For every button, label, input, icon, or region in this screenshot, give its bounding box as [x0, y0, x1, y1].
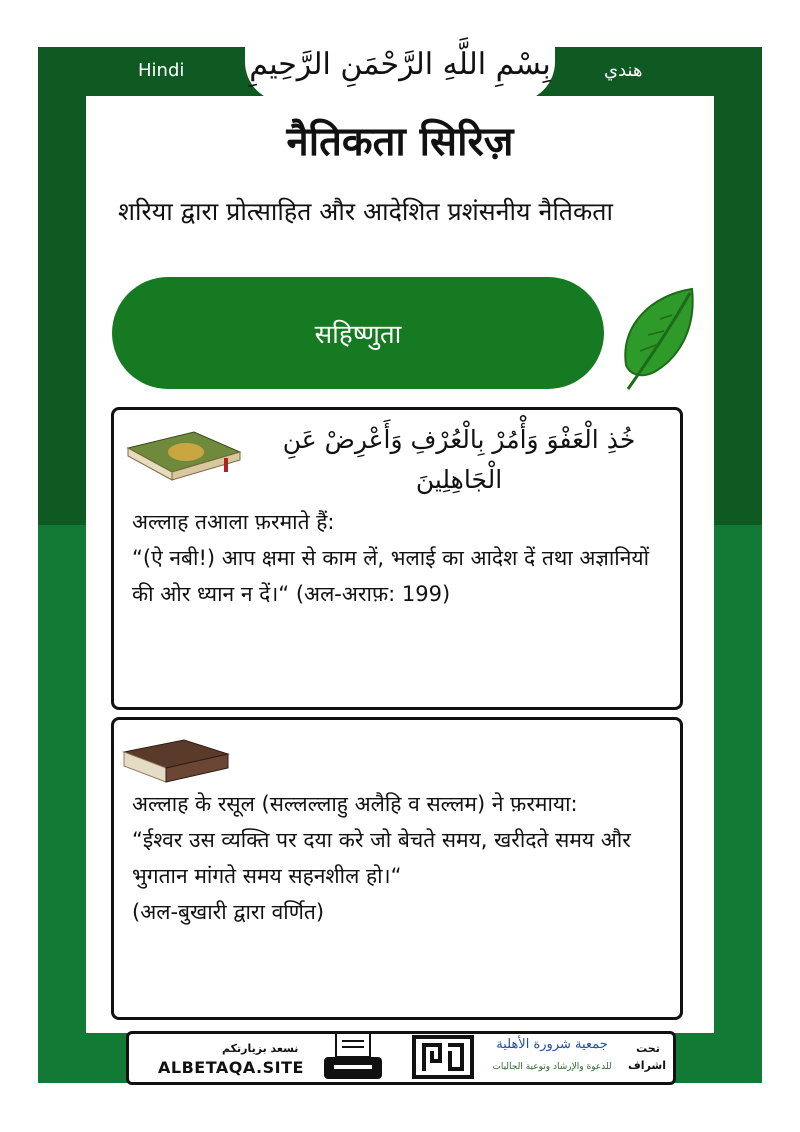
page-title: नैतिकता सिरिज़ — [286, 119, 514, 165]
page-subtitle: शरिया द्वारा प्रोत्साहित और आदेशित प्रशंसनीय नैतिकता — [118, 197, 613, 226]
quran-quote: “(ऐ नबी!) आप क्षमा से काम लें, भलाई का आदेश दें तथा अज्ञानियों की ओर ध्यान न दें।“ (अल-अराफ़: 199) — [132, 546, 650, 606]
quran-verse-arabic: خُذِ الْعَفْوَ وَأْمُرْ بِالْعُرْفِ وَأَعْرِضْ عَنِ الْجَاهِلِينَ — [282, 425, 636, 494]
topic-banner — [112, 277, 604, 389]
hadith-source: (अल-बुखारी द्वारा वर्णित) — [132, 900, 325, 924]
organization-subtitle: للدعوة والإرشاد وتوعية الجاليات — [492, 1062, 612, 1072]
leaf-icon — [612, 285, 698, 393]
site-link[interactable]: ALBETAQA.SITE — [158, 1058, 304, 1077]
quran-intro: अल्लाह तआला फ़रमाते हैं: — [132, 510, 335, 534]
organization-name: جمعية شرورة الأهلية — [496, 1037, 608, 1052]
topic-label: सहिष्णुता — [314, 320, 402, 350]
language-label-english: Hindi — [138, 60, 185, 81]
visit-text: نسعد بزيارتكم — [222, 1042, 299, 1055]
hadith-intro: अल्लाह के रसूल (सल्लल्लाहु अलैहि व सल्लम) ने फ़रमाया: — [132, 792, 578, 816]
kufic-logo-icon — [410, 1033, 476, 1081]
quran-card-text — [132, 504, 672, 612]
bismillah-text: بِسْمِ اللَّهِ الرَّحْمَنِ الرَّحِيمِ — [249, 47, 551, 82]
language-label-arabic: هندي — [604, 60, 643, 81]
hadith-card-text — [132, 786, 672, 930]
quran-card — [111, 407, 683, 710]
hadith-quote: “ईश्वर उस व्यक्ति पर दया करे जो बेचते समय, खरीदते समय और भुगतान मांगते समय सहनशील हो।“ — [132, 828, 631, 888]
printer-icon[interactable] — [322, 1031, 384, 1083]
hadith-book-icon — [120, 730, 232, 790]
quran-book-icon — [124, 424, 242, 484]
hadith-card — [111, 717, 683, 1020]
supervision-label: تحت اشراف — [628, 1042, 666, 1072]
calligraphy-graphic — [245, 22, 555, 102]
bismillah-calligraphy — [245, 22, 555, 102]
